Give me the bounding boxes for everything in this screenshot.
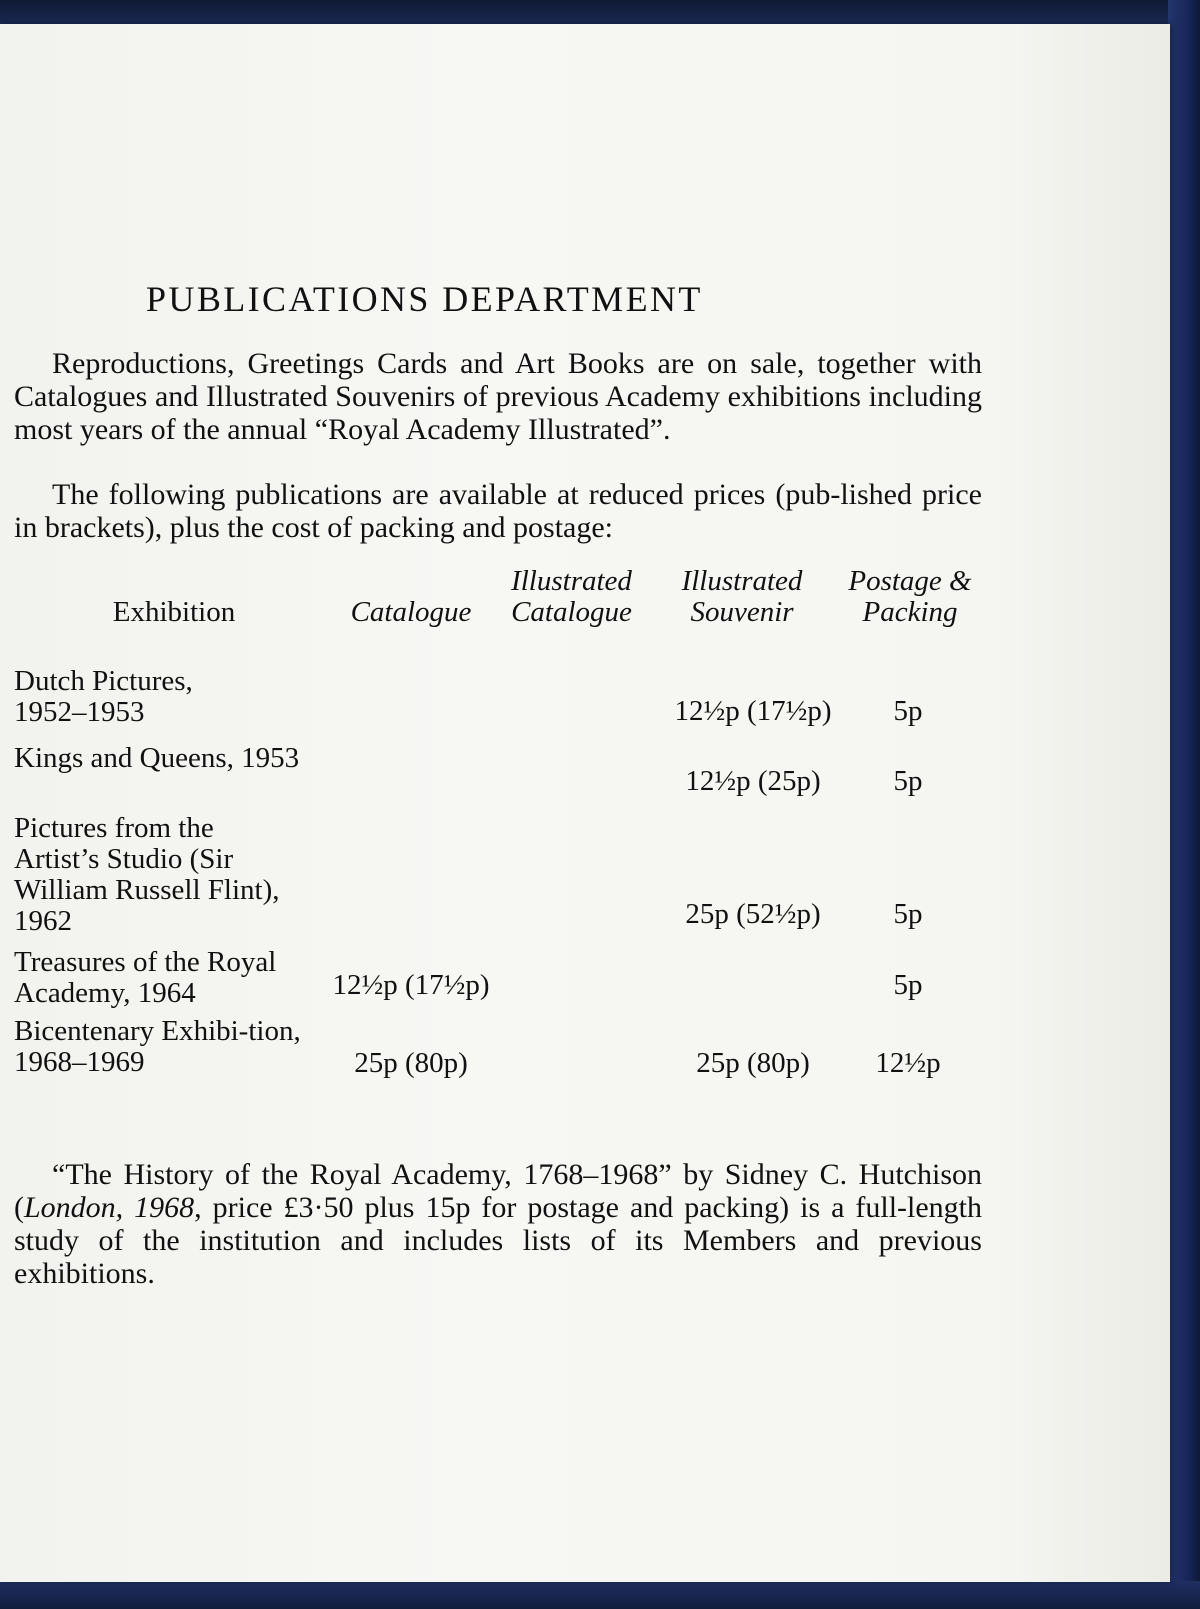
table-cell-postage: 5p [893,898,923,930]
table-cell-postage: 5p [893,969,923,1001]
table-row-exhibition: Kings and Queens, 1953 [14,742,300,774]
table-cell-postage: 5p [893,695,923,727]
table-row-exhibition: Pictures from the Artist’s Studio (Sir William Russell Flint), 1962 [14,812,280,937]
header-illustrated-catalogue: Illustrated Catalogue [511,565,632,628]
cover-top-edge [0,0,1200,26]
history-text-end: , price £3·50 plus 15p for postage and packing) is a full-length study of the institution and includes lists of its Members and previous exhibitions. [14,1191,983,1290]
table-cell-souvenir: 12½p (25p) [685,765,821,797]
page-title: PUBLICATIONS DEPARTMENT [146,279,703,319]
table-cell-catalogue: 25p (80p) [354,1047,468,1079]
table-cell-souvenir: 12½p (17½p) [674,695,832,727]
header-postage-packing: Postage & Packing [848,565,972,628]
table-row-exhibition: Treasures of the Royal Academy, 1964 [14,946,277,1009]
history-paragraph [14,1158,982,1290]
table-cell-souvenir: 25p (52½p) [685,898,821,930]
table-cell-catalogue: 12½p (17½p) [332,969,490,1001]
table-row-exhibition: Dutch Pictures, 1952–1953 [14,665,193,728]
header-catalogue: Catalogue [350,596,472,628]
header-exhibition: Exhibition [112,596,236,628]
history-publication-place: London, 1968 [24,1191,195,1224]
cover-bottom-edge [0,1581,1200,1609]
table-cell-postage: 5p [893,765,923,797]
cover-spine-edge [1168,0,1200,1609]
history-text-start: “The History of the Royal Academy, 1768–1968” by Sidney C. Hutchison ( [14,1158,982,1224]
page [0,24,1170,1582]
table-cell-postage: 12½p [875,1047,941,1079]
intro-paragraph: Reproductions, Greetings Cards and Art Books are on sale, together with Catalogues and Illustrated Souvenirs of previous Academy exhibitions including most years of the annual “Royal Academy Illustrated”. [14,347,982,446]
table-cell-souvenir: 25p (80p) [696,1047,810,1079]
reduced-prices-paragraph: The following publications are available at reduced prices (pub-lished price in brackets), plus the cost of packing and postage: [14,478,982,544]
table-row-exhibition: Bicentenary Exhibi-tion, 1968–1969 [14,1015,301,1078]
header-illustrated-souvenir: Illustrated Souvenir [681,565,803,628]
